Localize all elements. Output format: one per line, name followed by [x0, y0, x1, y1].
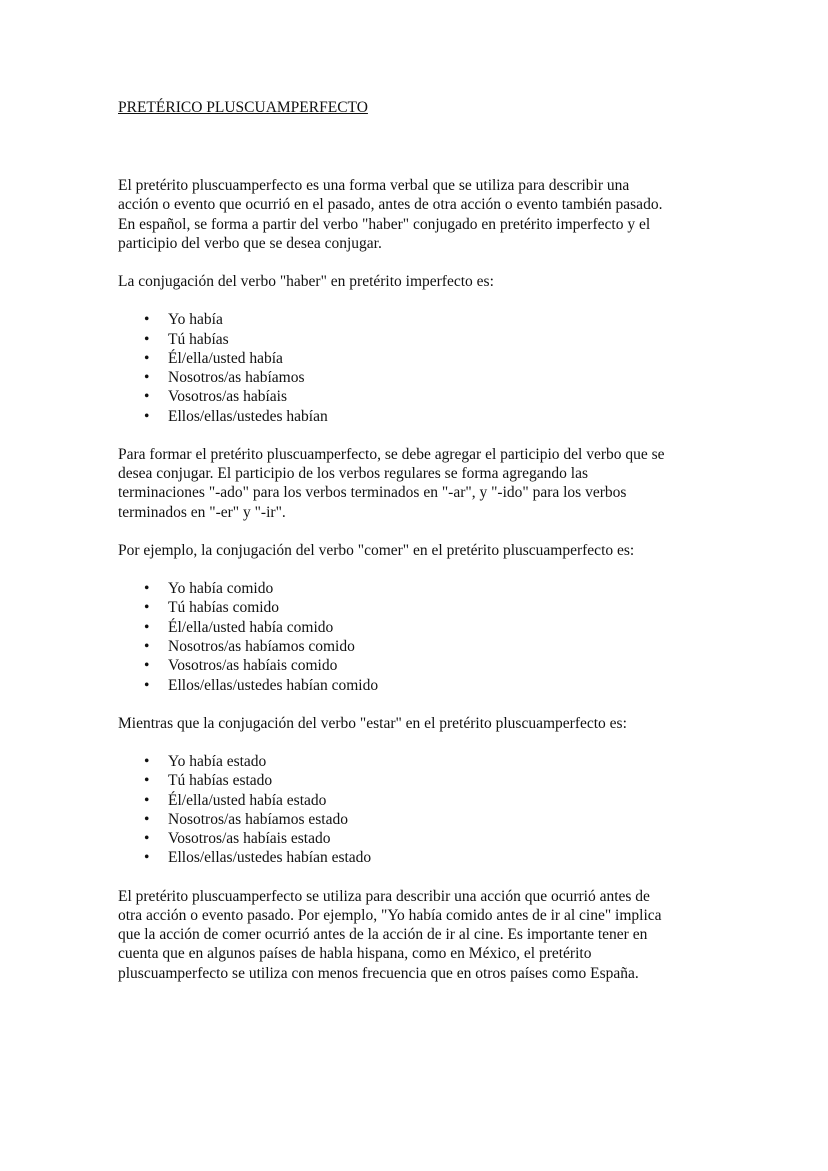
- list-item: • Nosotros/as habíamos estado: [118, 810, 718, 829]
- list-item: • Él/ella/usted había estado: [118, 791, 718, 810]
- list-item: • Ellos/ellas/ustedes habían estado: [118, 848, 718, 867]
- list-item: • Tú habías comido: [118, 598, 718, 617]
- formation-paragraph: [118, 445, 718, 522]
- paragraph-line: otra acción o evento pasado. Por ejemplo, "Yo había comido antes de ir al cine" implica: [118, 906, 662, 924]
- paragraph-line: cuenta que en algunos países de habla hispana, como en México, el pretérito: [118, 945, 592, 963]
- intro-paragraph: [118, 176, 718, 253]
- estar-intro-paragraph: Mientras que la conjugación del verbo "estar" en el pretérito pluscuamperfecto es:: [118, 714, 627, 732]
- list-item: • Tú habías: [118, 330, 718, 349]
- list-item: • Nosotros/as habíamos: [118, 368, 718, 387]
- conclusion-paragraph: [118, 887, 718, 983]
- list-item: • Él/ella/usted había comido: [118, 618, 718, 637]
- paragraph-line: Para formar el pretérito pluscuamperfecto, se debe agregar el participio del verbo que se: [118, 446, 665, 463]
- paragraph-line: que la acción de comer ocurrió antes de la acción de ir al cine. Es importante tener en: [118, 926, 648, 944]
- document-page: [118, 98, 718, 983]
- paragraph-line: acción o evento que ocurrió en el pasado, antes de otra acción o evento también pasado.: [118, 196, 663, 214]
- list-item: • Yo había estado: [118, 752, 718, 771]
- document-title: PRETÉRICO PLUSCUAMPERFECTO: [118, 99, 368, 116]
- haber-conjugation-list: [118, 310, 718, 426]
- paragraph-line: participio del verbo que se desea conjugar.: [118, 234, 382, 252]
- list-item: • Él/ella/usted había: [118, 349, 718, 368]
- haber-intro-paragraph: La conjugación del verbo "haber" en pretérito imperfecto es:: [118, 273, 494, 291]
- paragraph-line: El pretérito pluscuamperfecto es una forma verbal que se utiliza para describir una: [118, 177, 630, 195]
- list-item: • Vosotros/as habíais comido: [118, 656, 718, 675]
- list-item: • Tú habías estado: [118, 771, 718, 790]
- paragraph-line: pluscuamperfecto se utiliza con menos frecuencia que en otros países como España.: [118, 964, 639, 982]
- comer-intro-paragraph: Por ejemplo, la conjugación del verbo "comer" en el pretérito pluscuamperfecto es:: [118, 541, 635, 559]
- paragraph-line: terminados en "-er" y "-ir".: [118, 503, 286, 521]
- paragraph-line: terminaciones "-ado" para los verbos terminados en "-ar", y "-ido" para los verbos: [118, 484, 627, 502]
- list-item: • Nosotros/as habíamos comido: [118, 637, 718, 656]
- list-item: • Vosotros/as habíais: [118, 387, 718, 406]
- list-item: • Vosotros/as habíais estado: [118, 829, 718, 848]
- list-item: • Ellos/ellas/ustedes habían: [118, 407, 718, 426]
- list-item: • Yo había: [118, 310, 718, 329]
- list-item: • Yo había comido: [118, 579, 718, 598]
- paragraph-line: En español, se forma a partir del verbo "haber" conjugado en pretérito imperfecto y el: [118, 215, 651, 233]
- paragraph-line: desea conjugar. El participio de los verbos regulares se forma agregando las: [118, 465, 588, 483]
- paragraph-line: El pretérito pluscuamperfecto se utiliza para describir una acción que ocurrió antes de: [118, 887, 650, 905]
- estar-conjugation-list: [118, 752, 718, 868]
- list-item: • Ellos/ellas/ustedes habían comido: [118, 676, 718, 695]
- comer-conjugation-list: [118, 579, 718, 695]
